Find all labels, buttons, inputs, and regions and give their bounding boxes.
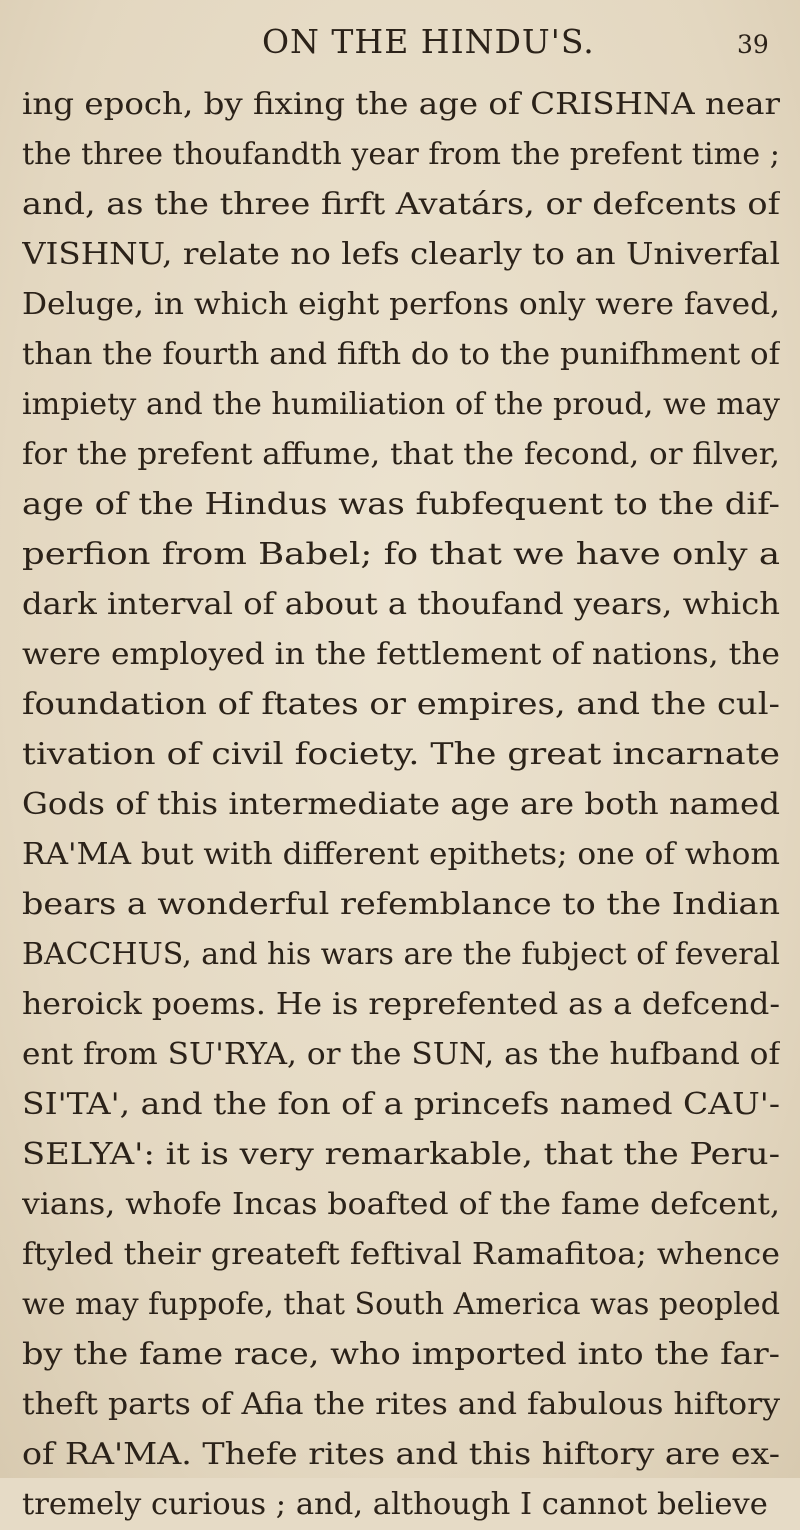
- text-line-content: by the fame race, who imported into the far-: [22, 1337, 780, 1372]
- text-line: [22, 530, 780, 580]
- text-line: [22, 980, 780, 1030]
- text-line: [22, 1080, 780, 1130]
- text-line-content: SI'TA', and the fon of a princefs named CAU'-: [22, 1087, 780, 1122]
- text-line-content: for the prefent affume, that the fecond, or filver,: [22, 437, 780, 472]
- text-line-content: RA'MA but with different epithets; one of whom: [22, 837, 780, 872]
- text-line-content: and, as the three firft Avatárs, or defcents of: [22, 187, 780, 222]
- text-line: [22, 830, 780, 880]
- text-line: [22, 630, 780, 680]
- text-line-content: ftyled their greateft feftival Ramafitoa; whence: [22, 1237, 780, 1272]
- text-line: [22, 1280, 780, 1330]
- text-line-content: Gods of this intermediate age are both named: [22, 787, 780, 822]
- text-line: [22, 430, 780, 480]
- text-line: [22, 230, 780, 280]
- text-line: [22, 1180, 780, 1230]
- text-line-content: ent from SU'RYA, or the SUN, as the hufband of: [22, 1037, 780, 1072]
- text-line-content: ing epoch, by fixing the age of CRISHNA near: [22, 87, 780, 122]
- running-head: ON THE HINDU'S.: [262, 22, 595, 61]
- text-line-content: age of the Hindus was fubfequent to the dif-: [22, 487, 780, 522]
- text-line-content: tivation of civil fociety. The great incarnate: [22, 737, 780, 772]
- text-line: [22, 1130, 780, 1180]
- text-line-content: impiety and the humiliation of the proud, we may: [22, 387, 780, 422]
- text-line: [22, 1480, 780, 1530]
- text-line-content: foundation of ftates or empires, and the cul-: [22, 687, 780, 722]
- text-line-content: were employed in the fettlement of nations, the: [22, 637, 780, 672]
- text-line: [22, 380, 780, 430]
- text-line-content: BACCHUS, and his wars are the fubject of feveral: [22, 937, 780, 972]
- text-line-content: than the fourth and fifth do to the punifhment of: [22, 337, 780, 372]
- text-line: [22, 930, 780, 980]
- text-line: [22, 180, 780, 230]
- text-line-content: of RA'MA. Thefe rites and this hiftory are ex-: [22, 1437, 780, 1472]
- text-line: [22, 580, 780, 630]
- text-line-content: SELYA': it is very remarkable, that the Peru-: [22, 1137, 780, 1172]
- text-line: [22, 80, 780, 130]
- text-line: [22, 1430, 780, 1480]
- text-line: [22, 880, 780, 930]
- text-line: [22, 780, 780, 830]
- text-line-content: dark interval of about a thoufand years, which: [22, 587, 780, 622]
- text-line: [22, 130, 780, 180]
- text-line: [22, 1330, 780, 1380]
- text-line-content: VISHNU, relate no lefs clearly to an Univerfal: [22, 237, 780, 272]
- text-line: [22, 1380, 780, 1430]
- text-line-content: the three thoufandth year from the prefent time ;: [22, 137, 780, 172]
- text-line: [22, 1230, 780, 1280]
- page-header: [0, 22, 800, 62]
- text-line: [22, 680, 780, 730]
- text-line-content: heroick poems. He is reprefented as a defcend-: [22, 987, 780, 1022]
- text-line: [22, 330, 780, 380]
- text-line-content: we may fuppofe, that South America was peopled: [22, 1287, 780, 1322]
- text-line: [22, 730, 780, 780]
- text-line-content: tremely curious ; and, although I cannot believe: [22, 1487, 768, 1522]
- text-line: [22, 280, 780, 330]
- text-line-content: vians, whofe Incas boafted of the fame defcent,: [22, 1187, 780, 1222]
- text-line-content: Deluge, in which eight perfons only were faved,: [22, 287, 780, 322]
- text-line-content: theft parts of Afia the rites and fabulous hiftory: [22, 1387, 780, 1422]
- text-line-content: perfion from Babel; fo that we have only a: [22, 537, 780, 572]
- text-line: [22, 480, 780, 530]
- page-number: 39: [737, 30, 769, 59]
- text-line: [22, 1030, 780, 1080]
- text-line-content: bears a wonderful refemblance to the Indian: [22, 887, 780, 922]
